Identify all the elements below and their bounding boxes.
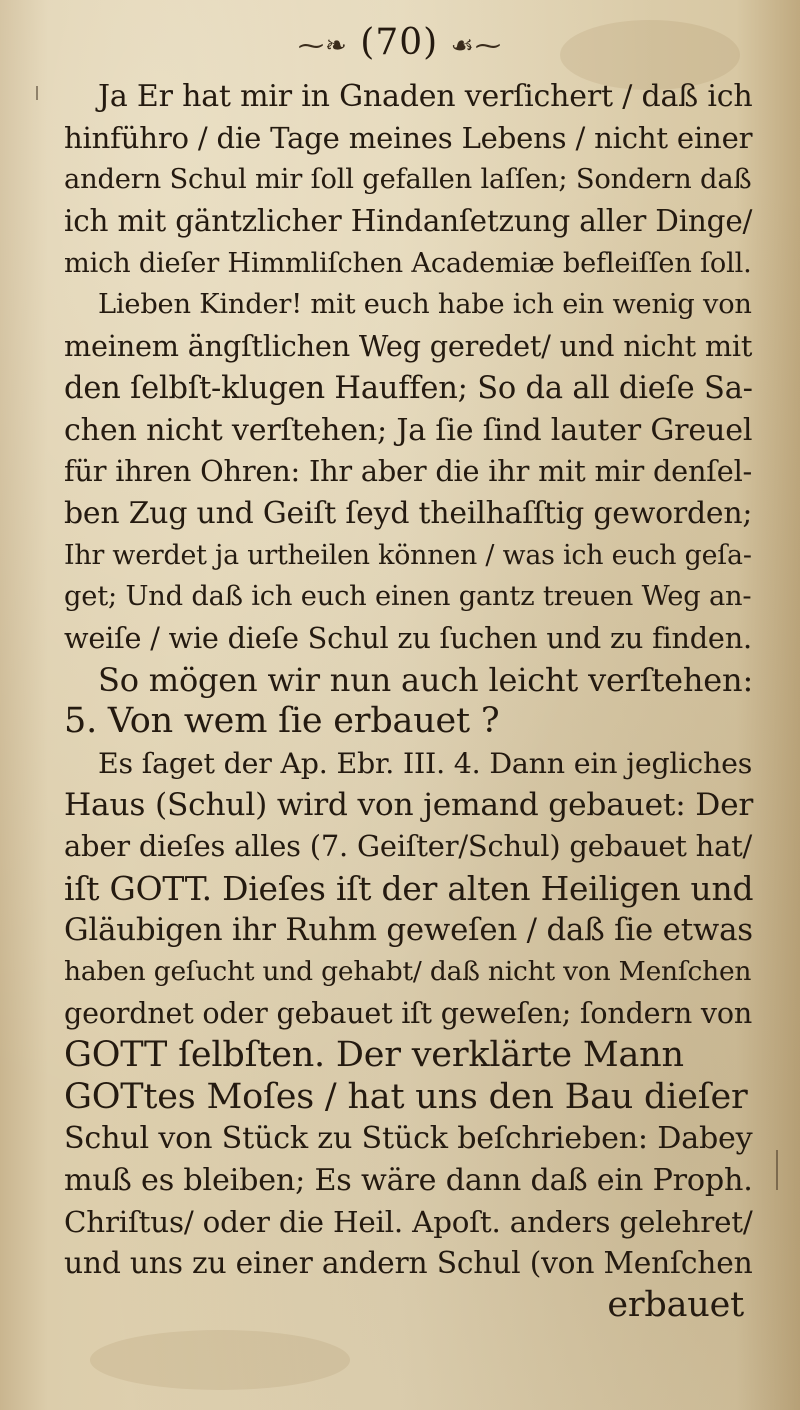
text-line: Es ſaget der Ap. Ebr. III. 4. Dann ein jegliches bbox=[98, 747, 753, 780]
text-line: GOTtes Moſes / hat uns den Bau dieſer bbox=[64, 1076, 748, 1117]
paper-stain bbox=[90, 1330, 350, 1390]
text-line: muß es bleiben; Es wäre dann daß ein Proph. bbox=[64, 1162, 753, 1198]
text-line: chen nicht verſtehen; Ja ſie ſind lauter Greuel bbox=[64, 412, 753, 448]
text-line: ich mit gäntzlicher Hindanſetzung aller Dinge/ bbox=[64, 204, 753, 239]
text-line: Chriſtus/ oder die Heil. Apoſt. anders gelehret/ bbox=[64, 1204, 753, 1239]
right-ornament: ☙⁓ bbox=[450, 31, 502, 61]
text-line: iſt GOTT. Dieſes iſt der alten Heiligen und bbox=[64, 869, 754, 909]
text-line: für ihren Ohren: Ihr aber die ihr mit mir denſel- bbox=[64, 454, 753, 489]
text-line: get; Und daß ich euch einen gantz treuen Weg an- bbox=[64, 581, 752, 613]
text-line: hinführo / die Tage meines Lebens / nicht einer bbox=[64, 120, 753, 155]
text-line: andern Schul mir ſoll gefallen laſſen; Sondern daß bbox=[64, 164, 752, 196]
catchword: erbauet bbox=[607, 1284, 744, 1325]
text-line: aber dieſes alles (7. Geiſter/Schul) gebauet hat/ bbox=[64, 829, 753, 864]
page-header bbox=[0, 18, 800, 68]
text-line: Lieben Kinder! mit euch habe ich ein wenig von bbox=[98, 289, 752, 321]
text-line: den ſelbſt-klugen Hauffen; So da all dieſe Sa- bbox=[64, 370, 753, 406]
page-number: (70) bbox=[360, 22, 439, 63]
text-line: ben Zug und Geiſt ſeyd theilhaſſtig geworden; bbox=[64, 495, 753, 531]
text-line: Ja Er hat mir in Gnaden verſichert / daß ich bbox=[98, 79, 753, 114]
text-line: So mögen wir nun auch leicht verſtehen: bbox=[98, 660, 754, 699]
text-line: GOTT ſelbſten. Der verklärte Mann bbox=[64, 1034, 684, 1075]
left-ornament: ⁓❧ bbox=[298, 31, 348, 61]
body-text bbox=[64, 76, 754, 1327]
text-line: Gläubigen ihr Ruhm geweſen / daß ſie etwas bbox=[64, 911, 753, 948]
text-line: haben geſucht und gehabt/ daß nicht von Menſchen bbox=[64, 956, 752, 988]
text-line: geordnet oder gebauet iſt geweſen; ſondern von bbox=[64, 996, 753, 1031]
margin-mark bbox=[36, 86, 38, 100]
text-line: und uns zu einer andern Schul (von Menſchen bbox=[64, 1246, 753, 1282]
text-line: Schul von Stück zu Stück beſchrieben: Dabey bbox=[64, 1121, 753, 1157]
text-line: weiſe / wie dieſe Schul zu ſuchen und zu finden. bbox=[64, 620, 752, 655]
text-line: Ihr werdet ja urtheilen können / was ich euch geſa- bbox=[64, 539, 752, 571]
section-heading: 5. Von wem ſie erbauet ? bbox=[64, 701, 500, 742]
text-line: meinem ängſtlichen Weg geredet/ und nicht mit bbox=[64, 329, 753, 364]
text-line: Haus (Schul) wird von jemand gebauet: Der bbox=[64, 786, 754, 823]
text-line: mich dieſer Himmliſchen Academiæ befleiſſen ſoll. bbox=[64, 247, 752, 279]
margin-mark bbox=[776, 1150, 778, 1190]
